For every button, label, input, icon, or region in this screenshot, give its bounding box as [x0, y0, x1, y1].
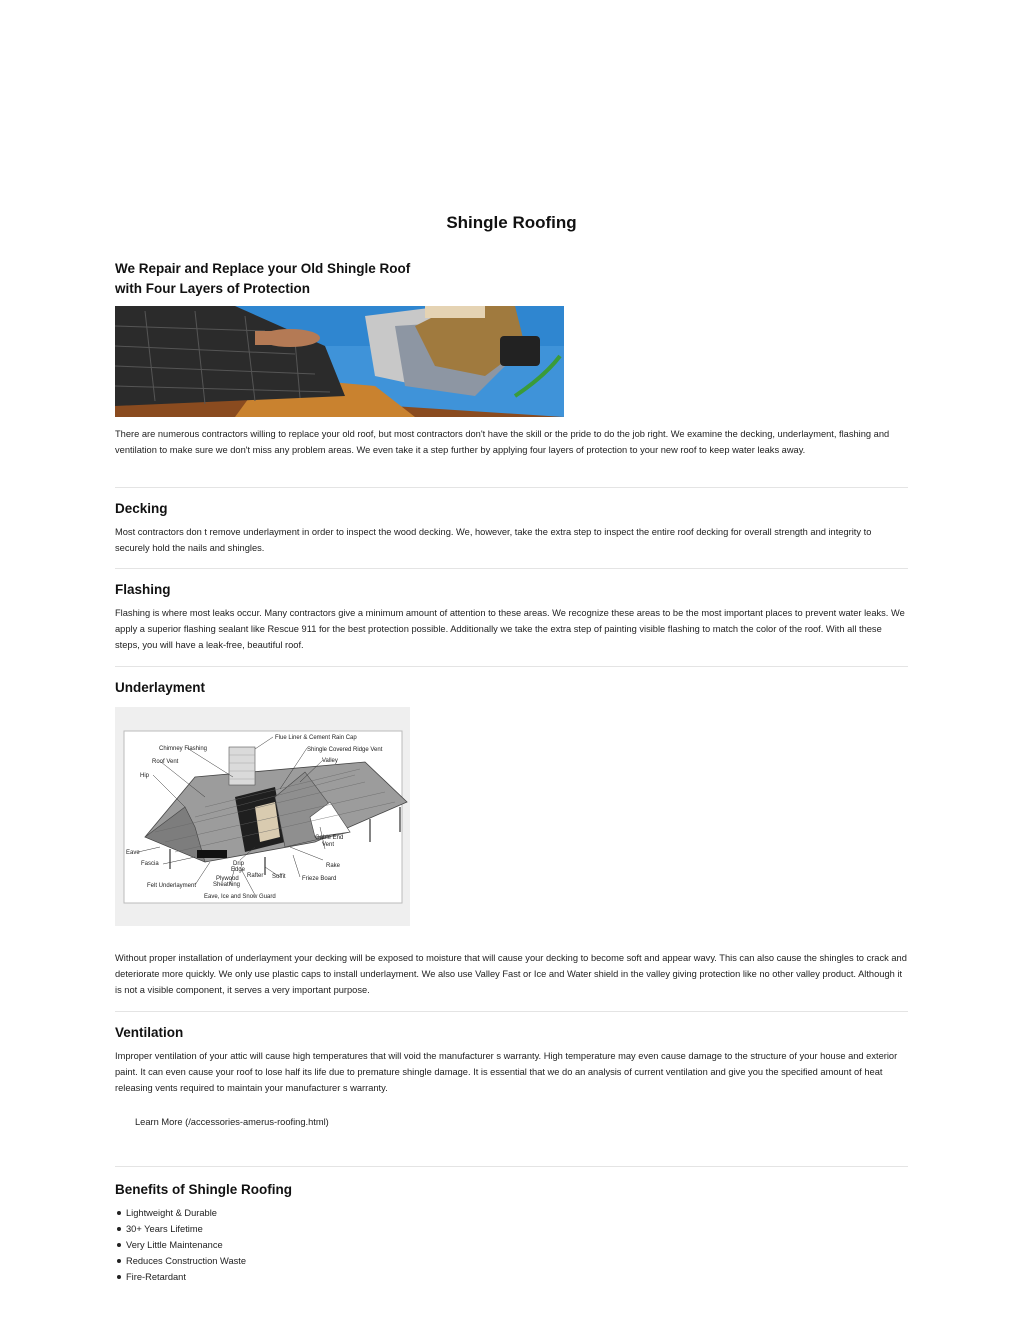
decking-heading: Decking: [115, 501, 168, 516]
divider: [115, 1166, 908, 1167]
diagram-label-gable-2: Vent: [322, 842, 335, 848]
diagram-label-soffit: Soffit: [272, 874, 286, 880]
diagram-label-felt: Felt Underlayment: [147, 883, 197, 889]
underlayment-text: Without proper installation of underlayment your decking will be exposed to moisture that will cause your decking to become soft and appear wavy. This can also cause the shingles to crack and deteriorate more quickly. We only use plastic caps to install underlayment. We also use Valley Fast or Ice and Water shield in the valley giving protection like no other valley product. Although it is not a visible component, it serves a very important purpose.: [115, 953, 907, 995]
intro-heading: [115, 259, 515, 298]
underlayment-heading: Underlayment: [115, 680, 206, 695]
diagram-label-rafter: Rafter: [247, 873, 264, 879]
roofer-photo: [115, 306, 564, 417]
ventilation-heading: Ventilation: [115, 1025, 184, 1040]
intro-paragraph: There are numerous contractors willing to replace your old roof, but most contractors don't have the skill or the pride to do the job right. We examine the decking, underlayment, flashing and ventilation to make sure we don't miss any problem areas. We even take it a step further by applying four layers of protection to your new roof to keep water leaks away.: [115, 429, 890, 455]
divider: [115, 568, 908, 569]
diagram-label-flue: Flue Liner & Cement Rain Cap: [275, 735, 357, 741]
diagram-label-gable-1: Gable End: [315, 835, 344, 841]
roof-anatomy-diagram: [115, 707, 410, 926]
intro-heading-line-2: with Four Layers of Protection: [115, 280, 311, 296]
benefits-list: [115, 1205, 246, 1285]
diagram-label-hip: Hip: [140, 773, 150, 779]
diagram-label-plywood-1: Plywood: [216, 876, 239, 882]
diagram-label-frieze: Frieze Board: [302, 876, 337, 882]
divider: [115, 666, 908, 667]
diagram-label-ridge: Shingle Covered Ridge Vent: [307, 747, 383, 753]
page-title: Shingle Roofing: [446, 213, 577, 232]
ventilation-text: Improper ventilation of your attic will cause high temperatures that will void the manufacturer s warranty. High temperature may even cause damage to the structure of your house and exterior paint. It can even cause your roof to lose half its life due to premature shingle damage. It is essential that we do an analysis of current ventilation and give you the specified amount of heat releasing vents required to maintain your manufacturer s warranty.: [115, 1051, 898, 1093]
diagram-label-plywood-2: Sheathing: [213, 882, 241, 888]
list-item: Very Little Maintenance: [115, 1237, 246, 1253]
flashing-heading: Flashing: [115, 582, 171, 597]
flashing-text: Flashing is where most leaks occur. Many contractors give a minimum amount of attention to these areas. We recognize these areas to be the most important places to prevent water leaks. We apply a superior flashing sealant like Rescue 911 for the best protection possible. Additionally we take the extra step of painting visible flashing to match the color of the roof. With all these steps, you will have a leak-free, beautiful roof.: [115, 608, 905, 650]
divider: [115, 487, 908, 488]
intro-heading-line-1: We Repair and Replace your Old Shingle Roof: [115, 261, 411, 276]
diagram-label-roof-vent: Roof Vent: [152, 759, 179, 765]
benefits-heading: Benefits of Shingle Roofing: [115, 1182, 292, 1197]
diagram-label-drip-2: Edge: [231, 867, 246, 873]
decking-text: Most contractors don t remove underlayment in order to inspect the wood decking. We, however, take the extra step to inspect the entire roof decking for overall strength and integrity to securely hold the nails and shingles.: [115, 527, 872, 553]
diagram-label-guard: Eave, Ice and Snow Guard: [204, 894, 276, 900]
diagram-label-rake: Rake: [326, 863, 341, 869]
diagram-label-valley: Valley: [322, 758, 338, 764]
list-item: 30+ Years Lifetime: [115, 1221, 246, 1237]
diagram-label-chimney: Chimney Flashing: [159, 746, 208, 752]
diagram-label-eave: Eave: [126, 850, 140, 856]
learn-more-link[interactable]: Learn More (/accessories-amerus-roofing.html): [135, 1117, 329, 1127]
list-item: Lightweight & Durable: [115, 1205, 246, 1221]
diagram-label-drip-1: Drip: [233, 861, 245, 867]
list-item: Reduces Construction Waste: [115, 1253, 246, 1269]
divider: [115, 1011, 908, 1012]
diagram-label-fascia: Fascia: [141, 861, 159, 867]
list-item: Fire-Retardant: [115, 1269, 246, 1285]
